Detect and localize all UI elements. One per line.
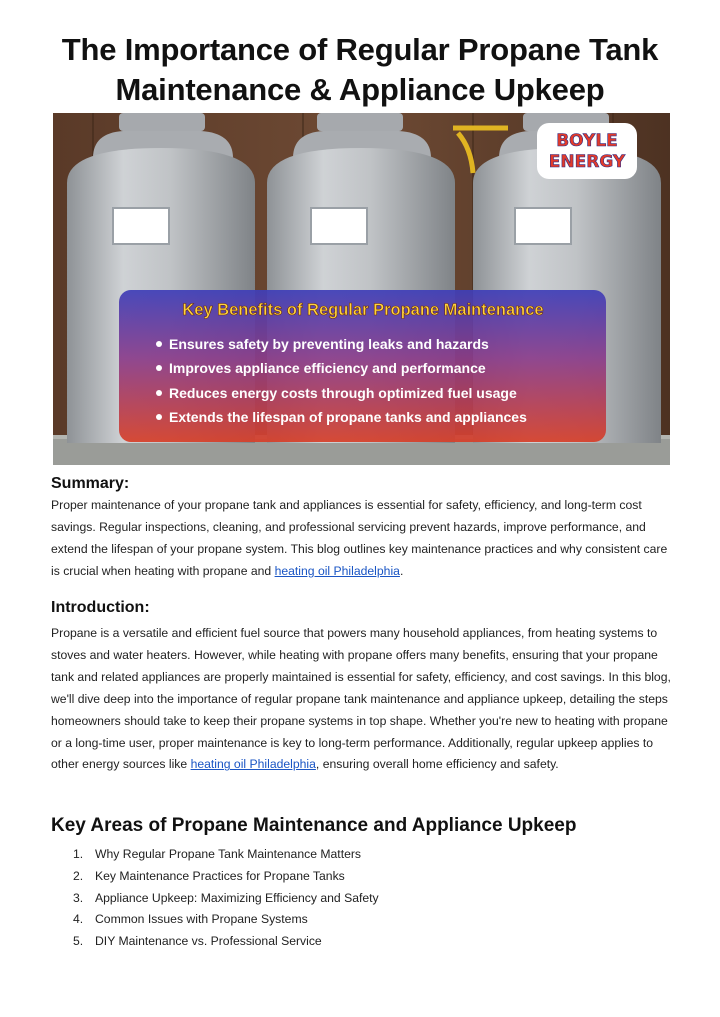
logo-text-1: BOYLE (556, 131, 618, 151)
list-number: 3. (73, 890, 84, 905)
list-item (51, 844, 379, 866)
heating-oil-link-1[interactable]: heating oil Philadelphia (274, 563, 400, 578)
summary-end: . (399, 563, 404, 578)
boyle-energy-logo (537, 123, 637, 179)
list-item (51, 909, 379, 931)
list-number: 5. (73, 934, 84, 949)
benefits-panel (119, 290, 606, 442)
list-text: Key Maintenance Practices for Propane Tanks (95, 868, 345, 883)
summary-heading: Summary: (51, 475, 130, 492)
key-areas-heading: Key Areas of Propane Maintenance and Appliance Upkeep (51, 815, 577, 836)
list-number: 2. (73, 868, 84, 883)
benefit-1: Ensures safety by preventing leaks and hazards (169, 336, 489, 352)
list-item (51, 888, 379, 910)
benefit-4: Extends the lifespan of propane tanks and appliances (169, 409, 527, 425)
benefit-3: Reduces energy costs through optimized fuel usage (169, 385, 517, 401)
heating-oil-link-2[interactable]: heating oil Philadelphia (190, 757, 316, 772)
list-item (51, 866, 379, 888)
list-text: Appliance Upkeep: Maximizing Efficiency and Safety (95, 890, 379, 905)
benefits-panel-title: Key Benefits of Regular Propane Maintenance (182, 301, 544, 319)
introduction-text: Propane is a versatile and efficient fuel source that powers many household appliances, from heating systems to stoves and water heaters. However, while heating with propane offers many benefits, ensuring that your propane tank and related appliances are properly maintained is essential for safety, efficiency, and cost savings. In this blog, we'll dive deep into the importance of regular propane tank maintenance and appliance upkeep, detailing the steps homeowners should take to keep their propane systems in top shape. Whether you're new to heating with propane or a long-time user, proper maintenance is key to long-term performance. Additionally, regular upkeep applies to other energy sources like (51, 626, 671, 772)
list-text: Common Issues with Propane Systems (95, 912, 308, 927)
title-line-2: Maintenance & Appliance Upkeep (115, 72, 605, 107)
list-number: 1. (73, 847, 84, 861)
hero-image (53, 113, 670, 465)
title-line-1: The Importance of Regular Propane Tank (61, 32, 659, 67)
list-item (51, 931, 379, 953)
introduction-end: , ensuring overall home efficiency and safety. (315, 757, 559, 772)
list-number: 4. (73, 912, 84, 927)
introduction-heading: Introduction: (51, 599, 150, 616)
benefit-2: Improves appliance efficiency and performance (169, 360, 486, 376)
logo-text-2: ENERGY (548, 152, 626, 172)
summary-paragraph (51, 495, 676, 583)
introduction-paragraph (51, 623, 676, 776)
page-title (20, 30, 700, 110)
list-text: Why Regular Propane Tank Maintenance Matters (95, 847, 362, 861)
key-areas-list (51, 844, 379, 953)
summary-text: Proper maintenance of your propane tank and appliances is essential for safety, efficiency, and long-term cost savings. Regular inspections, cleaning, and professional servicing prevent hazards, improve performance, and extend the lifespan of your propane system. This blog outlines key maintenance practices and why consistent care is crucial when heating with propane and (51, 498, 668, 578)
list-text: DIY Maintenance vs. Professional Service (95, 934, 322, 949)
